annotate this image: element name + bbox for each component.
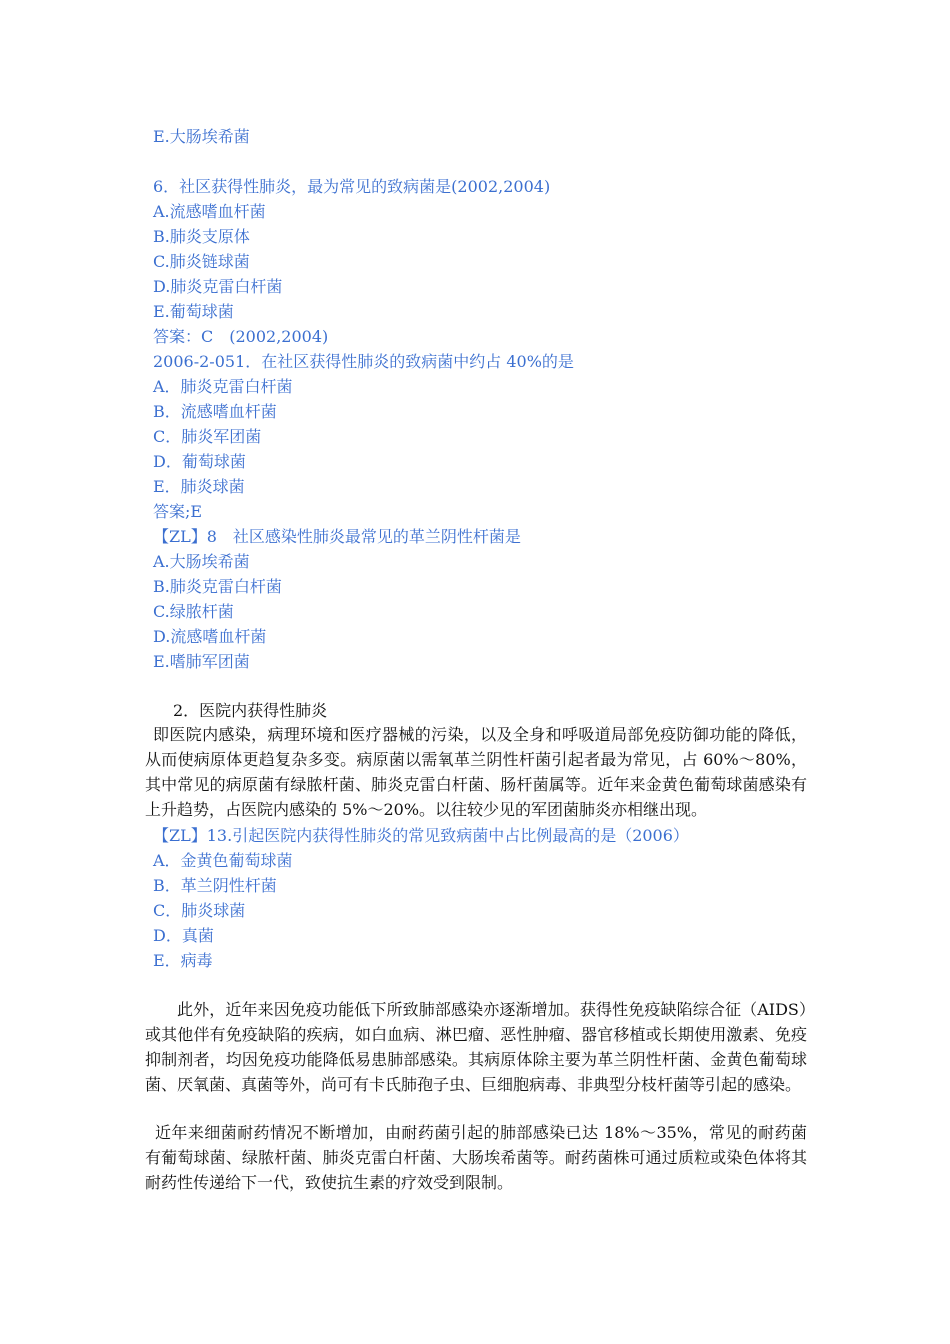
- qzl8-option-a: A.大肠埃希菌: [153, 552, 250, 571]
- immune-paragraph: 此外，近年来因免疫功能低下所致肺部感染亦逐渐增加。获得性免疫缺陷综合征（AIDS）或其他伴有免疫缺陷的疾病，如白血病、淋巴瘤、恶性肿瘤、器官移植或长期使用激素、免疫抑制剂者，均因免疫功能降低易患肺部感染。其病原体除主要为革兰阴性杆菌、金黄色葡萄球菌、厌氧菌、真菌等外，尚可有卡氏肺孢子虫、巨细胞病毒、非典型分枝杆菌等引起的感染。: [145, 1000, 807, 1094]
- section-2-heading: 2．医院内获得性肺炎: [173, 701, 328, 720]
- qzl8-option-b: B.肺炎克雷白杆菌: [153, 577, 282, 596]
- q6-answer: 答案：C (2002,2004): [153, 327, 329, 346]
- qzl13-option-c: C．肺炎球菌: [153, 901, 246, 920]
- q6-option-e: E.葡萄球菌: [153, 302, 234, 321]
- qzl13-option-d: D．真菌: [153, 926, 214, 945]
- qzl8-option-e: E.嗜肺军团菌: [153, 652, 250, 671]
- qzl13-option-b: B．革兰阴性杆菌: [153, 876, 277, 895]
- q2006-option-e: E．肺炎球菌: [153, 477, 245, 496]
- q6-stem: 6．社区获得性肺炎，最为常见的致病菌是(2002,2004): [153, 177, 551, 196]
- resistance-paragraph: 近年来细菌耐药情况不断增加，由耐药菌引起的肺部感染已达 18%～35%，常见的耐药菌有葡萄球菌、绿脓杆菌、肺炎克雷白杆菌、大肠埃希菌等。耐药菌株可通过质粒或染色体将其耐药性传递给下一代，致使抗生素的疗效受到限制。: [145, 1123, 807, 1192]
- qzl8-option-d: D.流感嗜血杆菌: [153, 627, 267, 646]
- q6-option-a: A.流感嗜血杆菌: [153, 202, 266, 221]
- q2006-answer: 答案;E: [153, 502, 203, 521]
- section-2-paragraph: 即医院内感染，病理环境和医疗器械的污染，以及全身和呼吸道局部免疫防御功能的降低，从而使病原体更趋复杂多变。病原菌以需氧革兰阴性杆菌引起者最为常见，占 60%～80%，其中常见的病原菌有绿脓杆菌、肺炎克雷白杆菌、肠杆菌属等。近年来金黄色葡萄球菌感染有上升趋势，占医院内感染的 5%～20%。以往较少见的军团菌肺炎亦相继出现。: [145, 725, 807, 819]
- q2006-option-c: C．肺炎军团菌: [153, 427, 262, 446]
- qzl8-option-c: C.绿脓杆菌: [153, 602, 234, 621]
- q2006-stem: 2006-2-051．在社区获得性肺炎的致病菌中约占 40%的是: [153, 352, 574, 371]
- q2006-option-a: A．肺炎克雷白杆菌: [153, 377, 293, 396]
- qzl13-option-a: A．金黄色葡萄球菌: [153, 851, 293, 870]
- qzl13-stem: 【ZL】13.引起医院内获得性肺炎的常见致病菌中占比例最高的是（2006）: [153, 826, 689, 845]
- q6-option-b: B.肺炎支原体: [153, 227, 250, 246]
- qzl13-option-e: E．病毒: [153, 951, 213, 970]
- q6-option-d: D.肺炎克雷白杆菌: [153, 277, 283, 296]
- prev-question-option-e: E.大肠埃希菌: [153, 127, 250, 146]
- qzl8-stem: 【ZL】8 社区感染性肺炎最常见的革兰阴性杆菌是: [153, 527, 521, 546]
- q2006-option-d: D．葡萄球菌: [153, 452, 246, 471]
- q6-option-c: C.肺炎链球菌: [153, 252, 250, 271]
- q2006-option-b: B．流感嗜血杆菌: [153, 402, 277, 421]
